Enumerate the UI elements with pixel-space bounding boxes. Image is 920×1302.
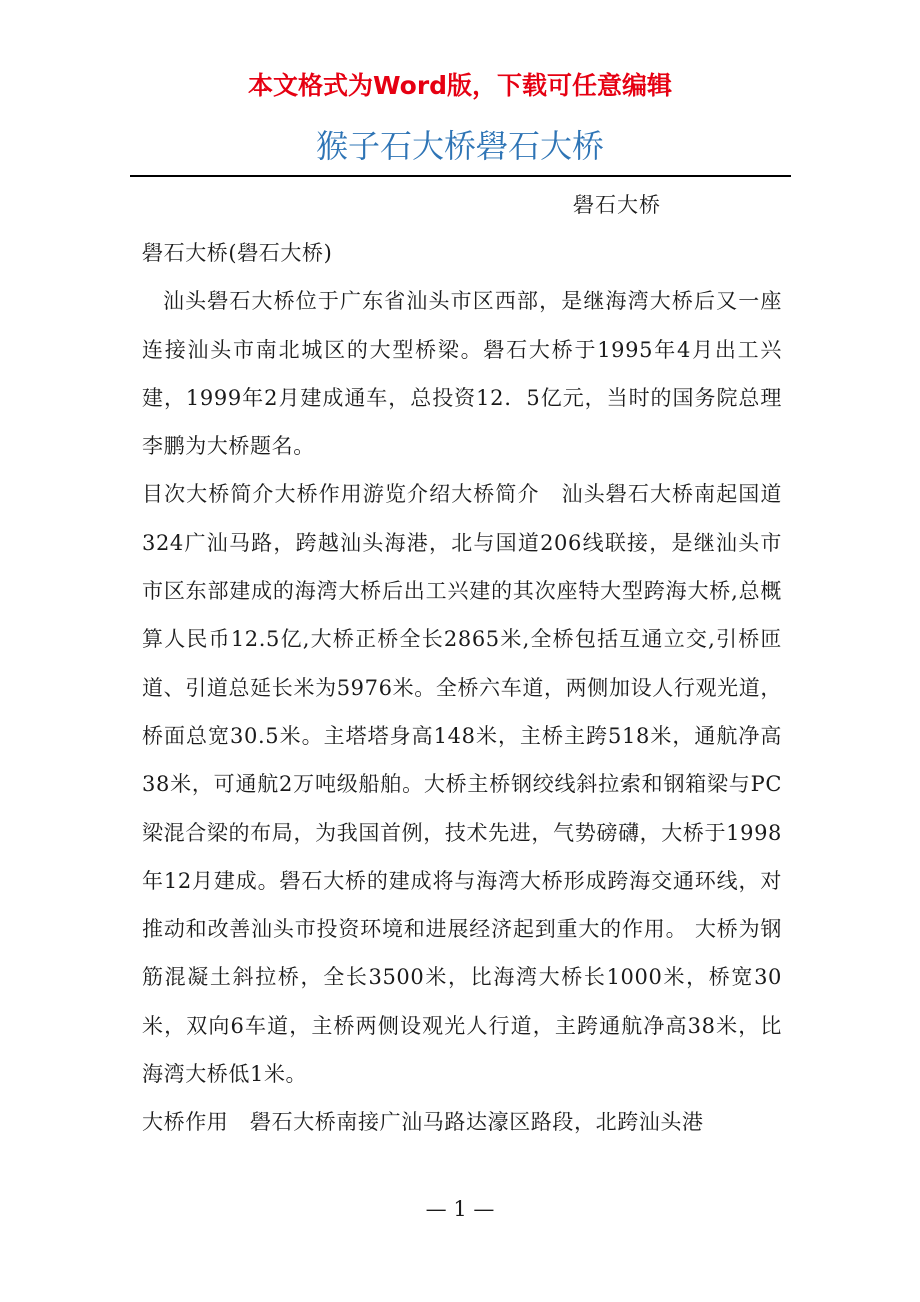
document-body [142, 229, 782, 1147]
body-paragraph-heading: 礐石大桥(礐石大桥) [142, 241, 333, 265]
body-paragraph-function: 大桥作用 礐石大桥南接广汕马路达濠区路段，北跨汕头港 [142, 1110, 704, 1135]
title-divider [130, 175, 791, 177]
format-notice: 本文格式为Word版，下载可任意编辑 [247, 71, 673, 100]
page-number: — 1 — [425, 1197, 495, 1221]
body-paragraph-overview: 目次大桥简介大桥作用游览介绍大桥简介 汕头礐石大桥南起国道324广汕马路，跨越汕头海港，北与国道206线联接，是继汕头市市区东部建成的海湾大桥后出工兴建的其次座特大型跨海大桥,总概算人民币12.5亿,大桥正桥全长2865米,全桥包括互通立交,引桥匝道、引道总延长米为5976米。全桥六车道，两侧加设人行观光道，桥面总宽30.5米。主塔塔身高148米，主桥主跨518米，通航净高38米，可通航2万吨级船舶。大桥主桥钢绞线斜拉索和钢箱梁与PC梁混合梁的布局，为我国首例，技术先进，气势磅礴，大桥于1998年12月建成。礐石大桥的建成将与海湾大桥形成跨海交通环线，对推动和改善汕头市投资环境和进展经济起到重大的作用。 大桥为钢筋混凝土斜拉桥，全长3500米，比海湾大桥长1000米，桥宽30米，双向6车道，主桥两侧设观光人行道，主跨通航净高38米，比海湾大桥低1米。 [142, 482, 782, 1087]
document-title: 猴子石大桥礐石大桥 [315, 127, 604, 165]
document-subtitle: 礐石大桥 [573, 193, 661, 217]
body-paragraph-intro: 汕头礐石大桥位于广东省汕头市区西部，是继海湾大桥后又一座连接汕头市南北城区的大型桥梁。礐石大桥于1995年4月出工兴建，1999年2月建成通车，总投资12．5亿元，当时的国务院总理李鹏为大桥题名。 [142, 289, 782, 459]
